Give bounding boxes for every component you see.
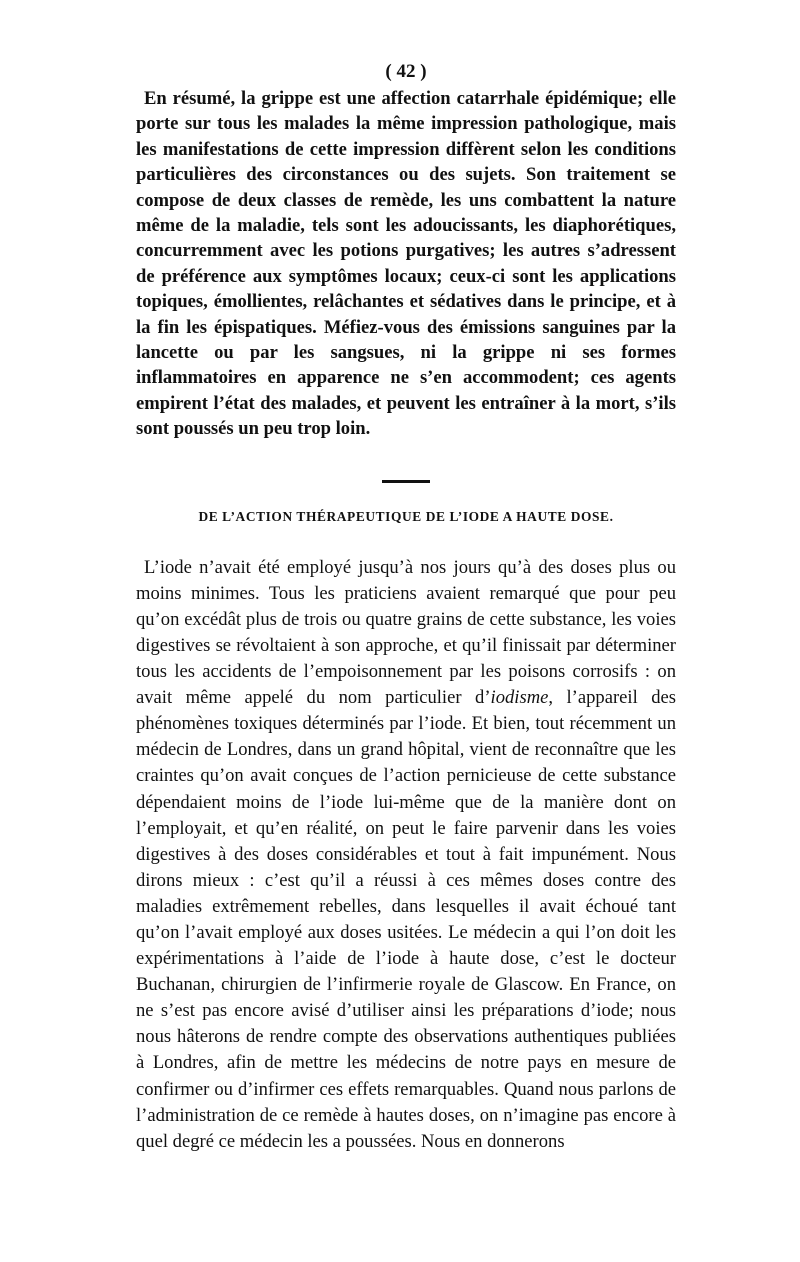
- paragraph-iode-part1: L’iode n’avait été employé jusqu’à nos jours qu’à des doses plus ou moins minimes. Tous les praticiens avaient remarqué que pour peu qu’on excédât plus de trois ou quatre grains de cette substance, les voies digestives se révoltaient à son approche, et qu’il finissait par déterminer tous les accidents de l’empoisonnement par les poisons corrosifs : on avait même appelé du nom particulier d’: [136, 556, 676, 709]
- paragraph-iode-part2: , l’appareil des phénomènes toxiques déterminés par l’iode. Et bien, tout récemment un médecin de Londres, dans un grand hôpital, vient de reconnaître que les craintes qu’on avait conçues de l’action pernicieuse de cette substance dépendaient moins de l’iode lui-même que de la manière dont on l’employait, et qu’en réalité, on peut le faire parvenir dans les voies digestives à des doses considérables et tout à fait impunément. Nous dirons mieux : c’est qu’il a réussi à ces mêmes doses contre des maladies extrêmement rebelles, dans lesquelles il avait échoué tant qu’on l’avait employé aux doses usitées. Le médecin a qui l’on doit les expérimentations à l’aide de l’iode à haute dose, c’est le docteur Buchanan, chirurgien de l’infirmerie royale de Glascow. En France, on ne s’est pas encore avisé d’utiliser ainsi les préparations d’iode; nous nous hâterons de rendre compte des observations authentiques publiées à Londres, afin de mettre les médecins de notre pays en mesure de confirmer ou d’infirmer ces effets remarquables. Quand nous parlons de l’administration de ce remède à hautes doses, on n’imagine pas encore à quel degré ce médecin les a poussées. Nous en donnerons: [136, 687, 677, 1152]
- section-heading: DE L’ACTION THÉRAPEUTIQUE DE L’IODE A HAUTE DOSE.: [198, 508, 614, 524]
- paragraph-grippe-summary: En résumé, la grippe est une affection catarrhale épidémique; elle porte sur tous les malades la même impression pathologique, mais les manifestations de cette impression diffèrent selon les conditions particulières des circonstances ou des sujets. Son traitement se compose de deux classes de remède, les uns combattent la nature même de la maladie, tels sont les adoucissants, les diaphorétiques, concurremment avec les potions purgatives; les autres s’adressent de préférence aux symptômes locaux; ceux-ci sont les applications topiques, émollientes, relâchantes et sédatives dans le principe, et à la fin les épispatiques. Méfiez-vous des émissions sanguines par la lancette ou par les sangsues, ni la grippe ni ses formes inflammatoires en apparence ne s’en accommodent; ces agents empirent l’état des malades, et peuvent les entraîner à la mort, s’ils sont poussés un peu trop loin.: [136, 88, 676, 440]
- paragraph-iode: [136, 555, 676, 1155]
- iodisme-term: iodisme: [490, 687, 549, 709]
- page-number: ( 42 ): [385, 61, 427, 82]
- section-divider: [382, 480, 430, 483]
- book-page: [136, 58, 676, 1155]
